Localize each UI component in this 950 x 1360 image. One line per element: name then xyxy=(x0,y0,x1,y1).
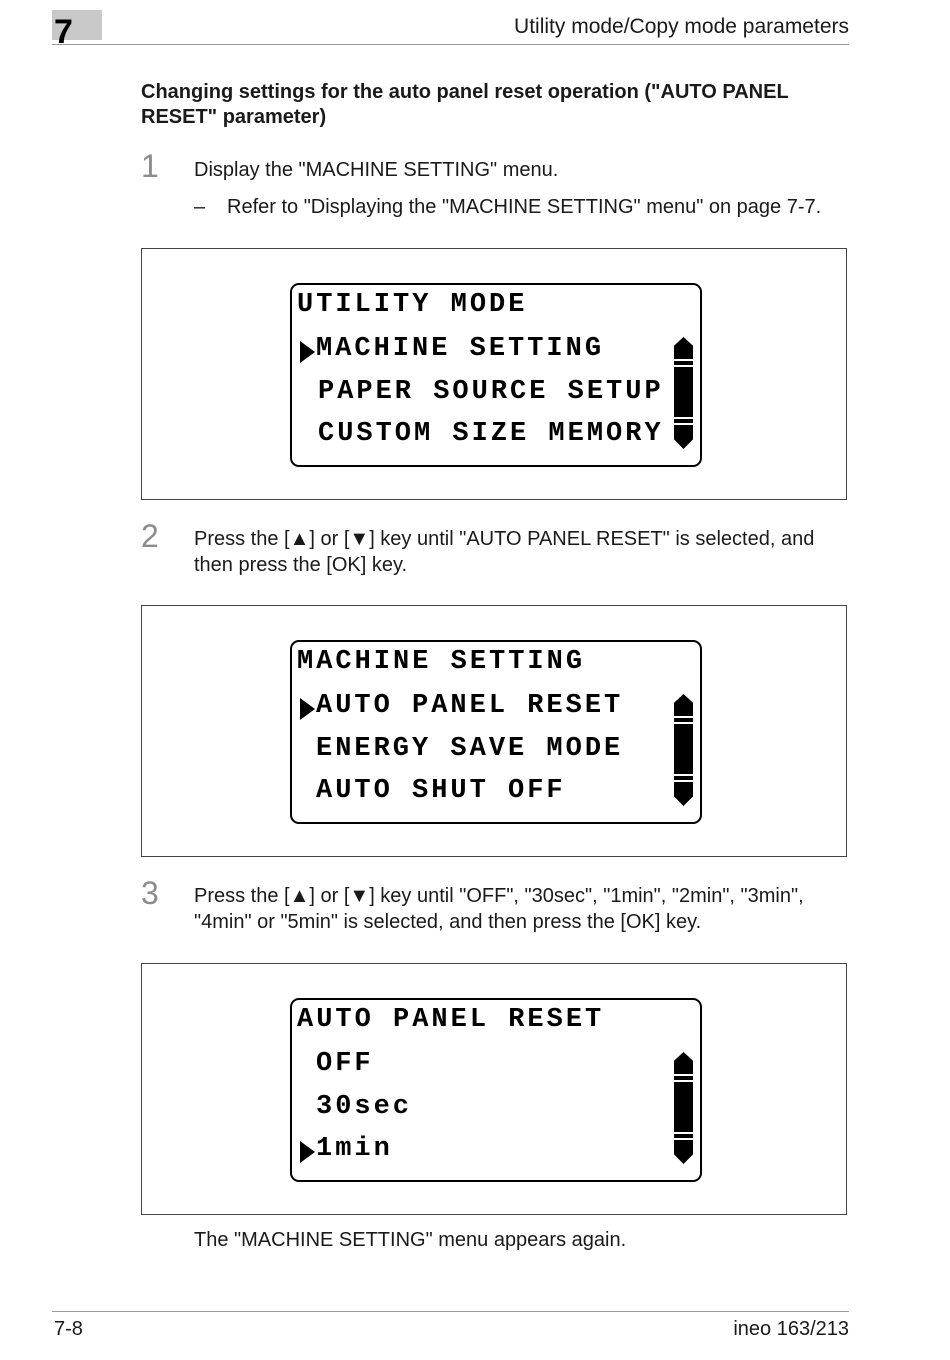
selection-cursor-icon xyxy=(300,698,315,720)
lcd-title-line: AUTO PANEL RESET xyxy=(297,1005,605,1035)
scrollbar-segment xyxy=(674,718,693,722)
step-1-number: 1 xyxy=(141,148,159,184)
scrollbar-thumb xyxy=(674,724,693,774)
lcd-menu-item: MACHINE SETTING xyxy=(316,334,605,364)
section-heading: Changing settings for the auto panel reset operation ("AUTO PANEL RESET" parameter) xyxy=(141,81,789,128)
scrollbar-thumb xyxy=(674,1082,693,1132)
selection-cursor-icon xyxy=(300,1141,315,1163)
scrollbar-thumb xyxy=(674,367,693,417)
step-1-sub-bullet: – xyxy=(194,196,206,218)
lcd-menu-item: AUTO SHUT OFF xyxy=(316,776,566,806)
scrollbar-segment xyxy=(674,419,693,423)
scroll-up-arrow-icon xyxy=(674,1052,693,1074)
lcd-display xyxy=(290,283,702,467)
step-3-text: Press the [▲] or [▼] key until "OFF", "30sec", "1min", "2min", "3min", "4min" or "5min" is selected, and then press the [OK] key. xyxy=(194,885,804,933)
lcd-title-line: UTILITY MODE xyxy=(297,290,528,320)
lcd-menu-item: 1min xyxy=(316,1134,393,1164)
step-1-sub-text: Refer to "Displaying the "MACHINE SETTING" menu" on page 7-7. xyxy=(227,196,822,218)
lcd-display xyxy=(290,998,702,1182)
scroll-down-arrow-icon xyxy=(674,1140,693,1164)
step-1-text: Display the "MACHINE SETTING" menu. xyxy=(194,159,559,181)
footer-divider xyxy=(52,1311,849,1312)
scroll-up-arrow-icon xyxy=(674,694,693,716)
lcd-menu-item: OFF xyxy=(316,1049,374,1079)
scrollbar-segment xyxy=(674,776,693,780)
scrollbar-segment xyxy=(674,1134,693,1138)
scroll-up-arrow-icon xyxy=(674,337,693,359)
lcd-menu-item: CUSTOM SIZE MEMORY xyxy=(318,419,664,449)
lcd-display xyxy=(290,640,702,824)
running-header-title: Utility mode/Copy mode parameters xyxy=(514,15,849,38)
lcd-menu-item: AUTO PANEL RESET xyxy=(316,691,624,721)
scrollbar-segment xyxy=(674,361,693,365)
lcd-menu-item: 30sec xyxy=(316,1092,413,1122)
result-text: The "MACHINE SETTING" menu appears again. xyxy=(194,1229,627,1251)
selection-cursor-icon xyxy=(300,341,315,363)
product-name: ineo 163/213 xyxy=(733,1318,849,1340)
lcd-figure-2 xyxy=(141,605,847,857)
scroll-down-arrow-icon xyxy=(674,782,693,806)
lcd-figure-3 xyxy=(141,963,847,1215)
lcd-menu-item: PAPER SOURCE SETUP xyxy=(318,377,664,407)
lcd-figure-1 xyxy=(141,248,847,500)
step-2-text: Press the [▲] or [▼] key until "AUTO PANEL RESET" is selected, and then press the [OK] key. xyxy=(194,528,815,576)
scroll-down-arrow-icon xyxy=(674,425,693,449)
page-number: 7-8 xyxy=(54,1318,83,1340)
header-divider xyxy=(52,44,849,45)
step-3-number: 3 xyxy=(141,875,159,911)
step-2-number: 2 xyxy=(141,518,159,554)
scrollbar-segment xyxy=(674,1076,693,1080)
lcd-title-line: MACHINE SETTING xyxy=(297,647,586,677)
lcd-menu-item: ENERGY SAVE MODE xyxy=(316,734,624,764)
chapter-number: 7 xyxy=(54,13,73,51)
